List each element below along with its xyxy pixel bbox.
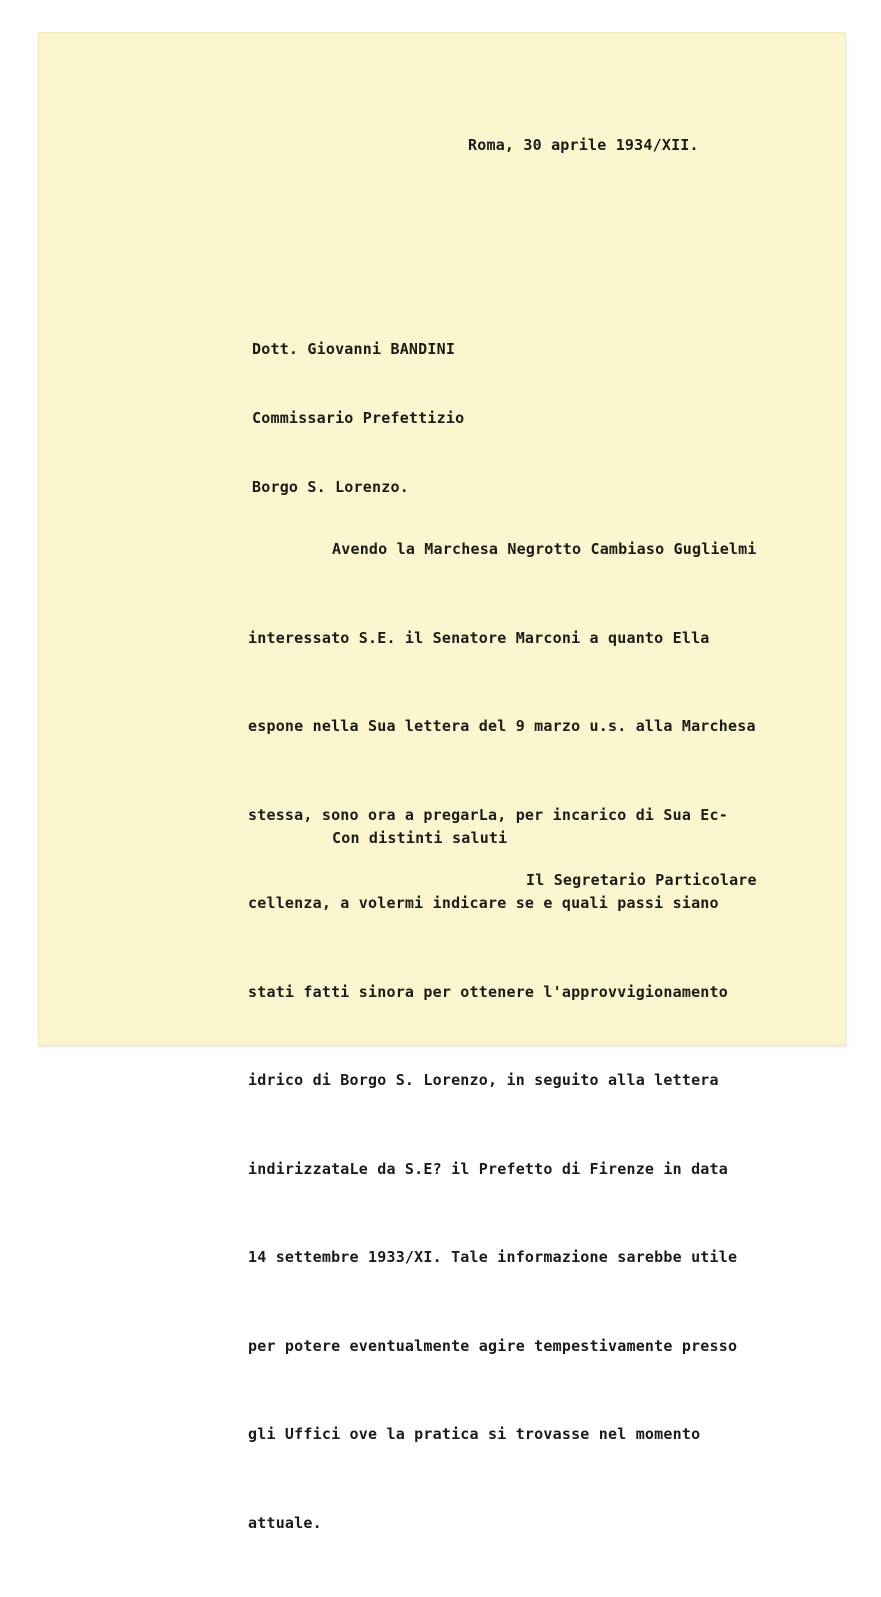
recipient-name: Dott. Giovanni BANDINI [252, 340, 456, 358]
body-line: cellenza, a volermi indicare se e quali passi siano [248, 894, 719, 912]
letter-page [38, 32, 846, 1532]
signature-title: Il Segretario Particolare [526, 871, 757, 889]
body-line: attuale. [248, 1513, 322, 1532]
body-line: per potere eventualmente agire tempestivamente presso [248, 1336, 738, 1355]
body-line: 14 settembre 1933/XI. Tale informazione sarebbe utile [248, 1248, 738, 1266]
body-line: interessato S.E. il Senatore Marconi a quanto Ella [248, 628, 710, 647]
body-line: idrico di Borgo S. Lorenzo, in seguito alla lettera [248, 1071, 719, 1089]
body-line: stessa, sono ora a pregarLa, per incarico di Sua Ec- [248, 805, 728, 824]
body-line: stati fatti sinora per ottenere l'approvvigionamento [248, 982, 728, 1001]
body-line: indirizzataLe da S.E? il Prefetto di Firenze in data [248, 1159, 728, 1178]
body-line: Avendo la Marchesa Negrotto Cambiaso Guglielmi [332, 540, 757, 558]
body-line: gli Uffici ove la pratica si trovasse nel momento [248, 1425, 701, 1443]
dateline: Roma, 30 aprile 1934/XII. [468, 136, 699, 154]
closing-salutation: Con distinti saluti [332, 829, 508, 847]
recipient-title: Commissario Prefettizio [252, 409, 465, 427]
body-line: espone nella Sua lettera del 9 marzo u.s. alla Marchesa [248, 717, 756, 735]
letter-body [248, 476, 757, 1597]
recipient-location: Borgo S. Lorenzo. [252, 478, 409, 496]
